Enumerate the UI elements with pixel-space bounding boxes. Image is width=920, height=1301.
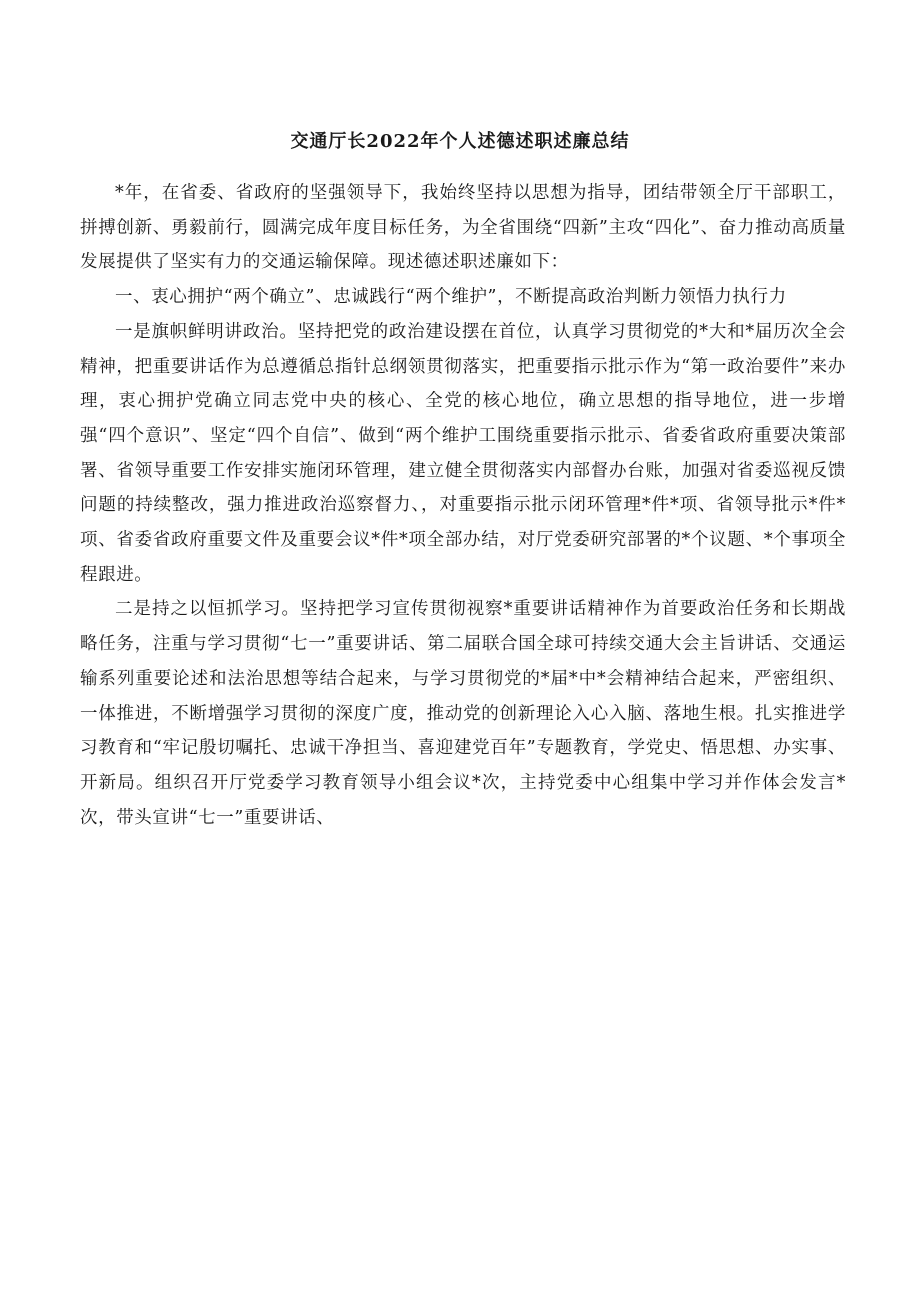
paragraph-politics: 一是旗帜鲜明讲政治。坚持把党的政治建设摆在首位，认真学习贯彻党的*大和*届历次全会精神，把重要讲话作为总遵循总指针总纲领贯彻落实，把重要指示批示作为“第一政治要件”来办理，衷心拥护党确立同志党中央的核心、全党的核心地位，确立思想的指导地位，进一步增强“四个意识”、坚定“四个自信”、做到“两个维护工围绕重要指示批示、省委省政府重要决策部署、省领导重要工作安排实施闭环管理，建立健全贯彻落实内部督办台账，加强对省委巡视反馈问题的持续整改，强力推进政治巡察督力、，对重要指示批示闭环管理*件*项、省领导批示*件*项、省委省政府重要文件及重要会议*件*项全部办结，对厅党委研究部署的*个议题、*个事项全程跟进。 — [80, 321, 846, 585]
paragraph-intro: *年，在省委、省政府的坚强领导下，我始终坚持以思想为指导，团结带领全厅干部职工，拼搏创新、勇毅前行，圆满完成年度目标任务，为全省围绕“四新”主攻“四化”、奋力推动高质量发展提供了坚实有力的交通运输保障。现述德述职述廉如下： — [80, 183, 846, 273]
paragraph-study: 二是持之以恒抓学习。坚持把学习宣传贯彻视察*重要讲话精神作为首要政治任务和长期战略任务，注重与学习贯彻“七一”重要讲话、第二届联合国全球可持续交通大会主旨讲话、交通运输系列重要论述和法治思想等结合起来，与学习贯彻党的*届*中*会精神结合起来，严密组织、一体推进，不断增强学习贯彻的深度广度，推动党的创新理论入心入脑、落地生根。扎实推进学习教育和“牢记殷切嘱托、忠诚干净担当、喜迎建党百年”专题教育，学党史、悟思想、办实事、开新局。组织召开厅党委学习教育领导小组会议*次，主持党委中心组集中学习并作体会发言*次，带头宣讲“七一”重要讲话、 — [80, 599, 846, 828]
paragraph-section-heading-1: 一、衷心拥护“两个确立”、忠诚践行“两个维护”，不断提高政治判断力领悟力执行力 — [115, 287, 787, 308]
document-title: 交通厅长2022年个人述德述职述廉总结 — [290, 131, 630, 152]
document-body — [80, 176, 846, 835]
